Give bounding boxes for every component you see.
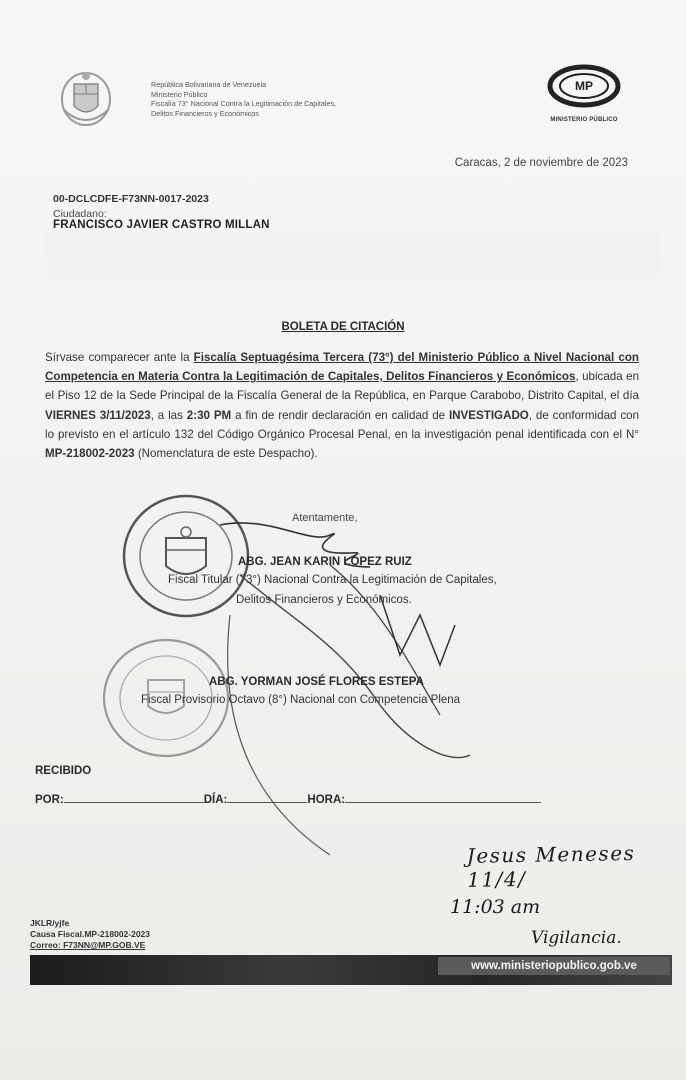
received-title: RECIBIDO [35,765,92,777]
hora-label: HORA: [307,794,346,806]
reference-number: 00-DCLCDFE-F73NN-0017-2023 [53,193,209,205]
closing: Atentamente, [292,512,358,524]
mp-logo-mark: MP [575,79,593,93]
header-line: Ministerio Público [151,89,208,99]
body-text: Sírvase comparecer ante la [45,351,194,364]
handwritten-department: Vigilancia. [531,928,622,948]
body-text: (Nomenclatura de este Despacho). [134,447,318,461]
email-label: Correo: [30,940,64,950]
recipient-label: Ciudadano: [53,208,107,220]
signatory-1-role: Delitos Financieros y Económicos. [236,594,412,606]
body-text: , de conformidad con lo previsto en el artículo 132 del Código Orgánico Procesal Penal, en la investigación penal identificada con el N° [45,408,640,441]
footer-causa: Causa Fiscal.MP-218002-2023 [30,929,151,939]
handwritten-time: 11:03 am [450,896,541,918]
redacted-area [46,232,661,278]
footer-email [30,940,150,951]
received-fields [35,793,541,806]
dia-label: DÍA: [203,794,228,806]
document-title [0,321,686,333]
appointment-day: VIERNES 3/11/2023 [45,408,151,422]
recipient-name: FRANCISCO JAVIER CASTRO MILLAN [53,219,270,231]
recipient-label-text: Ciudadano [53,208,104,220]
por-blank [64,793,204,803]
legal-status: INVESTIGADO [448,408,529,422]
coat-of-arms-icon [56,66,116,128]
signatory-2-role: Fiscal Provisorio Octavo (8°) Nacional con Competencia Plena [141,694,461,706]
handwritten-name-date: Jesus Meneses 11/4/ [466,840,636,892]
signatory-1-role: Fiscal Titular (73°) Nacional Contra la Legitimación de Capitales, [168,574,497,586]
fiscalia-name: Fiscalía Septuagésima Tercera (73°) del Ministerio Público a Nivel Nacional con Competencia en Materia Contra la Legitimación de Capitales, Delitos Financieros y Económicos [45,351,639,384]
hora-blank [345,793,541,803]
logo-caption: MINISTERIO PÚBLICO [550,117,618,123]
header-line: Delitos Financieros y Económicos [151,108,259,118]
appointment-time: 2:30 PM [186,408,232,422]
header-institution-lines [151,80,336,118]
dia-blank [227,793,307,803]
email-value: F73NN@MP.GOB.VE [63,940,146,950]
body-text: , ubicada en el Piso 12 de la Sede Principal de la Fiscalía General de la República, en Parque Carabobo, Distrito Capital, el día [45,370,640,403]
header-line: República Bolivariana de Venezuela [151,80,267,89]
body-paragraph [45,348,639,463]
footer-website: www.ministeriopublico.gob.ve [438,957,670,975]
document-date: Caracas, 2 de noviembre de 2023 [454,157,628,169]
signatory-1-name: ABG. JEAN KARIN LÓPEZ RUIZ [238,556,412,568]
footer-initials: JKLR/yjfe [30,918,70,928]
body-text: a fin de rendir declaración en calidad de [231,408,449,422]
mp-logo-icon [545,60,623,112]
document-title-text: BOLETA DE CITACIÓN [281,321,405,333]
case-number: MP-218002-2023 [45,447,135,461]
footer-info [30,918,150,951]
por-label: POR: [35,794,64,806]
ministerio-publico-logo [545,60,623,126]
body-text: , a las [150,408,187,422]
header-line: Fiscalía 73° Nacional Contra la Legitimación de Capitales, [151,99,337,109]
signatory-2-name: ABG. YORMAN JOSÉ FLORES ESTEPA [209,676,424,688]
